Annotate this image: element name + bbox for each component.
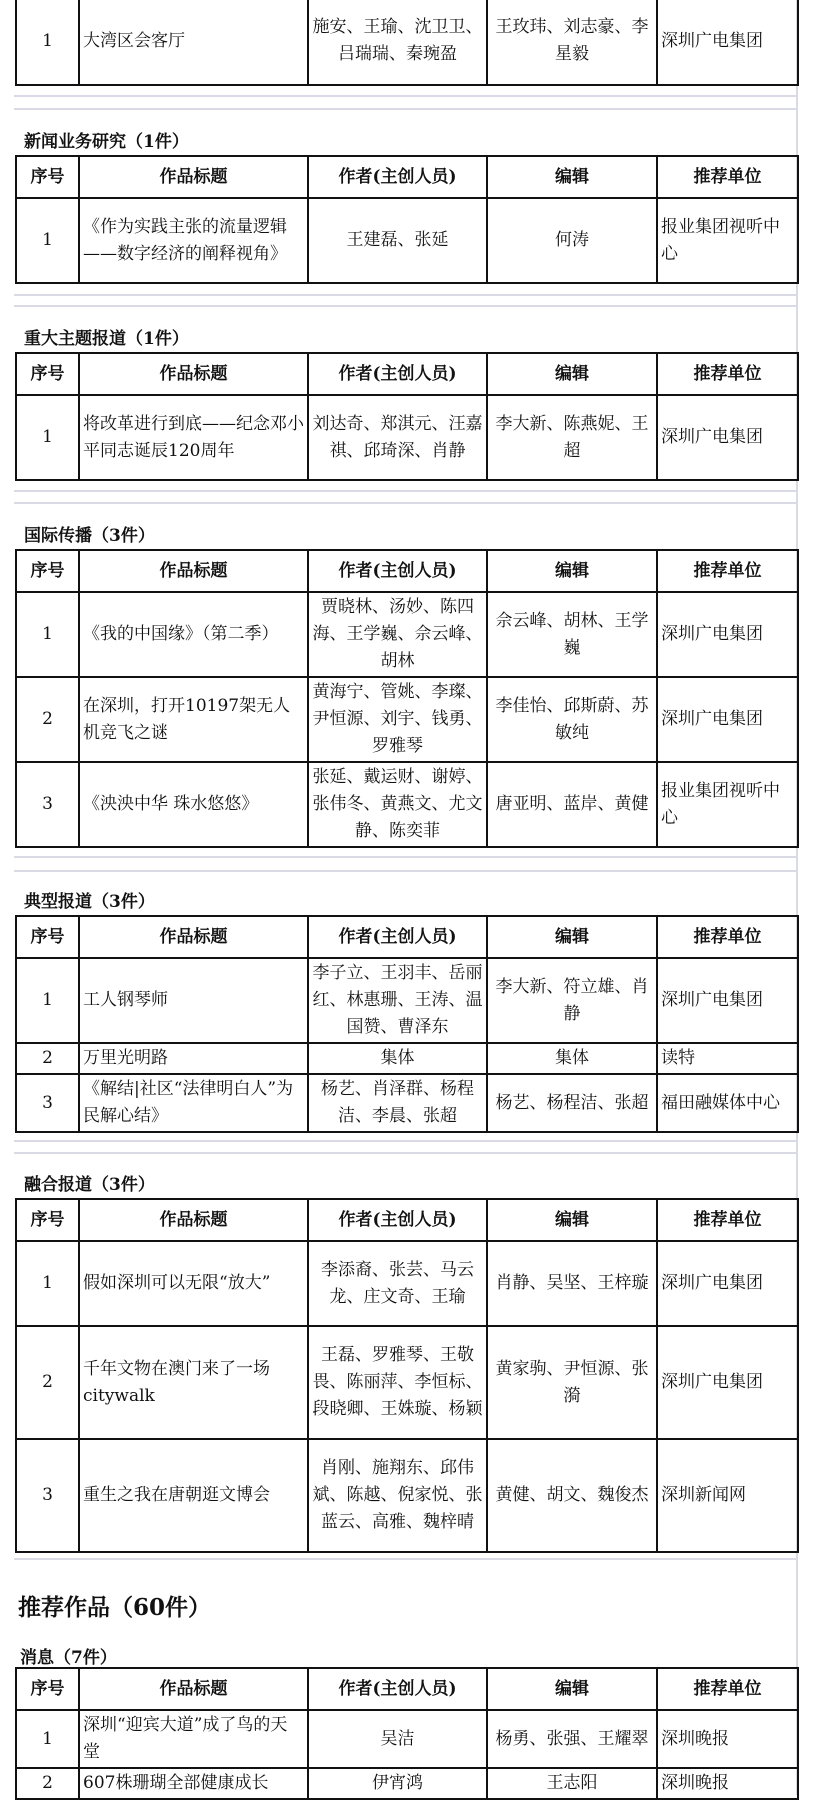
cell-editors: 杨艺、杨程洁、张超 — [487, 1074, 657, 1132]
cell-editors: 佘云峰、胡林、王学巍 — [487, 592, 657, 677]
top-table — [15, 0, 799, 86]
recommended-subheading: 消息（7件） — [20, 1648, 117, 1668]
section-heading: 国际传播（3件） — [24, 526, 155, 546]
cell-no: 1 — [16, 395, 79, 480]
table-row — [16, 958, 798, 1043]
cell-no: 1 — [16, 0, 79, 85]
cell-unit: 报业集团视听中心 — [657, 762, 798, 847]
header-authors: 作者(主创人员) — [308, 353, 487, 395]
grid-line — [14, 305, 796, 307]
cell-authors: 张延、戴运财、谢婷、张伟冬、黄燕文、尤文静、陈奕菲 — [308, 762, 487, 847]
header-editors: 编辑 — [487, 1668, 657, 1710]
cell-unit: 深圳晚报 — [657, 1710, 798, 1768]
grid-line — [14, 108, 796, 110]
table-row — [16, 677, 798, 762]
table-row — [16, 762, 798, 847]
table-row — [16, 1241, 798, 1326]
table-row — [16, 198, 798, 283]
table-header-row — [16, 916, 798, 958]
cell-authors: 黄海宁、管姚、李璨、尹恒源、刘宇、钱勇、罗雅琴 — [308, 677, 487, 762]
grid-line — [14, 1152, 796, 1154]
cell-title: 在深圳，打开10197架无人机竞飞之谜 — [79, 677, 308, 762]
cell-title: 《作为实践主张的流量逻辑——数字经济的阐释视角》 — [79, 198, 308, 283]
cell-no: 1 — [16, 198, 79, 283]
table-header-row — [16, 1668, 798, 1710]
grid-line — [14, 856, 796, 858]
cell-authors: 贾晓林、汤妙、陈四海、王学巍、佘云峰、胡林 — [308, 592, 487, 677]
grid-line — [14, 502, 796, 504]
cell-title: 《泱泱中华 珠水悠悠》 — [79, 762, 308, 847]
header-unit: 推荐单位 — [657, 353, 798, 395]
table-row — [16, 1074, 798, 1132]
cell-unit: 深圳广电集团 — [657, 1241, 798, 1326]
cell-unit: 深圳广电集团 — [657, 1326, 798, 1439]
cell-unit: 深圳广电集团 — [657, 395, 798, 480]
header-no: 序号 — [16, 916, 79, 958]
cell-title: 深圳“迎宾大道”成了鸟的天堂 — [79, 1710, 308, 1768]
cell-authors: 刘达奇、郑淇元、汪嘉祺、邱琦深、肖静 — [308, 395, 487, 480]
cell-editors: 杨勇、张强、王耀翠 — [487, 1710, 657, 1768]
cell-editors: 王玫玮、刘志豪、李星毅 — [487, 0, 657, 85]
cell-unit: 读特 — [657, 1043, 798, 1074]
cell-unit: 深圳广电集团 — [657, 958, 798, 1043]
cell-title: 《解结|社区“法律明白人”为民解心结》 — [79, 1074, 308, 1132]
section-heading: 融合报道（3件） — [24, 1175, 155, 1195]
cell-editors: 集体 — [487, 1043, 657, 1074]
section-table — [15, 915, 799, 1133]
cell-authors: 施安、王瑜、沈卫卫、吕瑞瑞、秦琬盈 — [308, 0, 487, 85]
header-title: 作品标题 — [79, 916, 308, 958]
cell-title: 假如深圳可以无限“放大” — [79, 1241, 308, 1326]
header-title: 作品标题 — [79, 353, 308, 395]
table-row — [16, 0, 798, 85]
cell-unit: 报业集团视听中心 — [657, 198, 798, 283]
table-header-row — [16, 1199, 798, 1241]
cell-authors: 杨艺、肖泽群、杨程洁、李晨、张超 — [308, 1074, 487, 1132]
cell-authors: 吴洁 — [308, 1710, 487, 1768]
table-row — [16, 1439, 798, 1552]
header-no: 序号 — [16, 550, 79, 592]
cell-no: 3 — [16, 1439, 79, 1552]
header-editors: 编辑 — [487, 353, 657, 395]
section-table — [15, 549, 799, 848]
header-authors: 作者(主创人员) — [308, 550, 487, 592]
section-heading: 新闻业务研究（1件） — [24, 132, 189, 152]
header-authors: 作者(主创人员) — [308, 1668, 487, 1710]
header-title: 作品标题 — [79, 156, 308, 198]
grid-line — [14, 870, 796, 872]
cell-no: 1 — [16, 592, 79, 677]
cell-title: 万里光明路 — [79, 1043, 308, 1074]
header-title: 作品标题 — [79, 1199, 308, 1241]
section-table — [15, 1198, 799, 1553]
cell-unit: 深圳新闻网 — [657, 1439, 798, 1552]
cell-title: 工人钢琴师 — [79, 958, 308, 1043]
header-authors: 作者(主创人员) — [308, 1199, 487, 1241]
cell-editors: 黄家驹、尹恒源、张漪 — [487, 1326, 657, 1439]
cell-no: 2 — [16, 1768, 79, 1799]
cell-unit: 深圳广电集团 — [657, 592, 798, 677]
table-header-row — [16, 156, 798, 198]
cell-no: 2 — [16, 677, 79, 762]
table-header-row — [16, 550, 798, 592]
recommended-table — [15, 1667, 799, 1800]
table-row — [16, 1326, 798, 1439]
cell-editors: 李佳怡、邱斯蔚、苏敏纯 — [487, 677, 657, 762]
cell-editors: 黄健、胡文、魏俊杰 — [487, 1439, 657, 1552]
header-unit: 推荐单位 — [657, 916, 798, 958]
header-unit: 推荐单位 — [657, 550, 798, 592]
cell-no: 2 — [16, 1326, 79, 1439]
header-editors: 编辑 — [487, 156, 657, 198]
header-no: 序号 — [16, 156, 79, 198]
cell-title: 607株珊瑚全部健康成长 — [79, 1768, 308, 1799]
cell-editors: 王志阳 — [487, 1768, 657, 1799]
header-authors: 作者(主创人员) — [308, 916, 487, 958]
header-title: 作品标题 — [79, 550, 308, 592]
table-row — [16, 395, 798, 480]
header-unit: 推荐单位 — [657, 1199, 798, 1241]
table-header-row — [16, 353, 798, 395]
recommended-heading: 推荐作品（60件） — [18, 1594, 212, 1621]
cell-no: 2 — [16, 1043, 79, 1074]
cell-editors: 唐亚明、蓝岸、黄健 — [487, 762, 657, 847]
cell-title: 《我的中国缘》（第二季） — [79, 592, 308, 677]
cell-no: 1 — [16, 1241, 79, 1326]
table-row — [16, 1043, 798, 1074]
cell-authors: 王磊、罗雅琴、王敬畏、陈丽萍、李恒标、段晓卿、王姝璇、杨颖 — [308, 1326, 487, 1439]
cell-authors: 李子立、王羽丰、岳丽红、林惠珊、王涛、温国赞、曹泽东 — [308, 958, 487, 1043]
cell-editors: 何涛 — [487, 198, 657, 283]
cell-authors: 李添裔、张芸、马云龙、庄文奇、王瑜 — [308, 1241, 487, 1326]
header-authors: 作者(主创人员) — [308, 156, 487, 198]
cell-unit: 深圳广电集团 — [657, 677, 798, 762]
header-no: 序号 — [16, 1199, 79, 1241]
cell-unit: 福田融媒体中心 — [657, 1074, 798, 1132]
cell-editors: 李大新、陈燕妮、王超 — [487, 395, 657, 480]
section-heading: 典型报道（3件） — [24, 892, 155, 912]
cell-no: 3 — [16, 1074, 79, 1132]
header-unit: 推荐单位 — [657, 1668, 798, 1710]
table-row — [16, 1768, 798, 1799]
cell-authors: 集体 — [308, 1043, 487, 1074]
section-heading: 重大主题报道（1件） — [24, 329, 189, 349]
cell-unit: 深圳晚报 — [657, 1768, 798, 1799]
cell-title: 千年文物在澳门来了一场citywalk — [79, 1326, 308, 1439]
cell-no: 1 — [16, 1710, 79, 1768]
header-no: 序号 — [16, 353, 79, 395]
cell-authors: 肖刚、施翔东、邱伟斌、陈越、倪家悦、张蓝云、高雅、魏梓晴 — [308, 1439, 487, 1552]
table-row — [16, 1710, 798, 1768]
cell-no: 1 — [16, 958, 79, 1043]
cell-title: 将改革进行到底——纪念邓小平同志诞辰120周年 — [79, 395, 308, 480]
cell-editors: 李大新、符立雄、肖静 — [487, 958, 657, 1043]
header-editors: 编辑 — [487, 1199, 657, 1241]
grid-line — [14, 95, 796, 97]
section-table — [15, 352, 799, 481]
cell-authors: 王建磊、张延 — [308, 198, 487, 283]
cell-editors: 肖静、吴坚、王梓璇 — [487, 1241, 657, 1326]
header-title: 作品标题 — [79, 1668, 308, 1710]
header-editors: 编辑 — [487, 916, 657, 958]
grid-line — [14, 294, 796, 296]
grid-line — [14, 1140, 796, 1142]
cell-title: 大湾区会客厅 — [79, 0, 308, 85]
cell-authors: 伊宵鸿 — [308, 1768, 487, 1799]
cell-no: 3 — [16, 762, 79, 847]
cell-unit: 深圳广电集团 — [657, 0, 798, 85]
section-table — [15, 155, 799, 284]
grid-line — [14, 490, 796, 492]
header-unit: 推荐单位 — [657, 156, 798, 198]
header-no: 序号 — [16, 1668, 79, 1710]
header-editors: 编辑 — [487, 550, 657, 592]
table-row — [16, 592, 798, 677]
cell-title: 重生之我在唐朝逛文博会 — [79, 1439, 308, 1552]
grid-line — [14, 1558, 796, 1560]
